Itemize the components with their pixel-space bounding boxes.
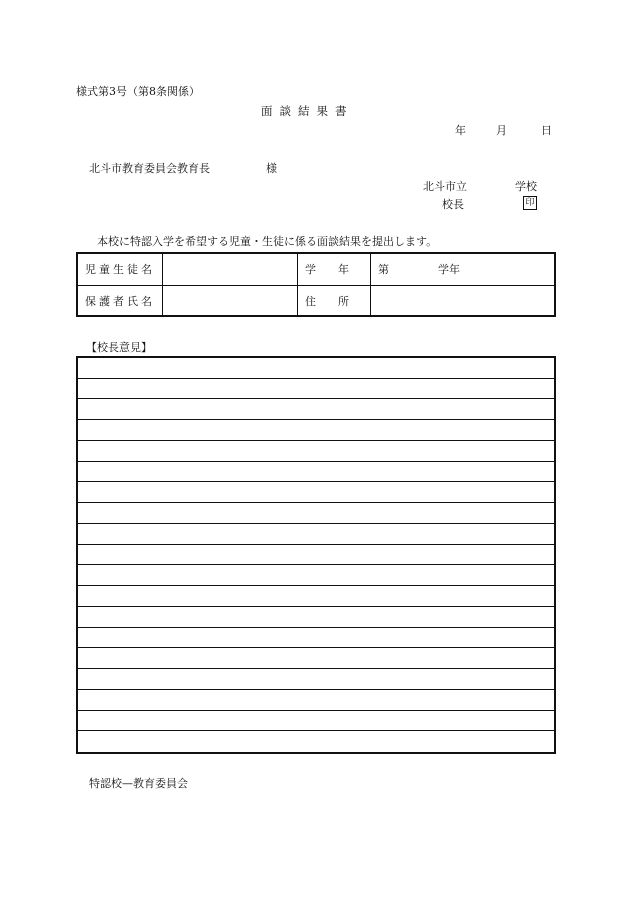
info-table bbox=[76, 252, 556, 317]
seal-icon: 印 bbox=[523, 196, 537, 210]
school-prefix: 北斗市立 bbox=[423, 180, 467, 193]
opinion-writing-line bbox=[78, 440, 554, 441]
opinion-writing-line bbox=[78, 461, 554, 462]
opinion-writing-line bbox=[78, 398, 554, 399]
date-month-label: 月 bbox=[496, 124, 507, 137]
opinion-writing-line bbox=[78, 585, 554, 586]
opinion-writing-line bbox=[78, 710, 554, 711]
opinion-writing-line bbox=[78, 606, 554, 607]
opinion-writing-line bbox=[78, 523, 554, 524]
opinion-heading: 【校長意見】 bbox=[86, 341, 152, 354]
form-code: 様式第3号（第8条関係） bbox=[76, 85, 200, 98]
grade-suffix: 学年 bbox=[438, 263, 460, 276]
address-label: 住 所 bbox=[305, 295, 349, 308]
opinion-writing-line bbox=[78, 564, 554, 565]
date-year-label: 年 bbox=[455, 124, 466, 137]
opinion-box[interactable] bbox=[76, 356, 556, 754]
opinion-writing-line bbox=[78, 378, 554, 379]
opinion-writing-line bbox=[78, 481, 554, 482]
date-day-label: 日 bbox=[541, 124, 552, 137]
opinion-writing-line bbox=[78, 419, 554, 420]
opinion-writing-line bbox=[78, 730, 554, 731]
opinion-writing-line bbox=[78, 689, 554, 690]
opinion-writing-line bbox=[78, 544, 554, 545]
student-name-label: 児童生徒名 bbox=[85, 263, 155, 276]
footer-note: 特認校—教育委員会 bbox=[89, 777, 188, 790]
addressee-honorific: 様 bbox=[266, 162, 277, 175]
opinion-writing-line bbox=[78, 668, 554, 669]
opinion-writing-line bbox=[78, 502, 554, 503]
principal-label: 校長 bbox=[442, 198, 464, 211]
guardian-name-field[interactable] bbox=[163, 286, 296, 315]
address-field[interactable] bbox=[371, 286, 554, 315]
opinion-writing-line bbox=[78, 627, 554, 628]
school-suffix: 学校 bbox=[515, 180, 537, 193]
date-line bbox=[455, 125, 552, 136]
grade-label: 学 年 bbox=[305, 263, 349, 276]
guardian-name-label: 保護者氏名 bbox=[85, 295, 155, 308]
grade-prefix: 第 bbox=[378, 263, 389, 276]
addressee-name: 北斗市教育委員会教育長 bbox=[89, 162, 210, 175]
intro-text: 本校に特認入学を希望する児童・生徒に係る面談結果を提出します。 bbox=[97, 235, 438, 248]
student-name-field[interactable] bbox=[163, 255, 296, 284]
opinion-writing-line bbox=[78, 647, 554, 648]
document-title: 面談結果書 bbox=[261, 104, 354, 118]
